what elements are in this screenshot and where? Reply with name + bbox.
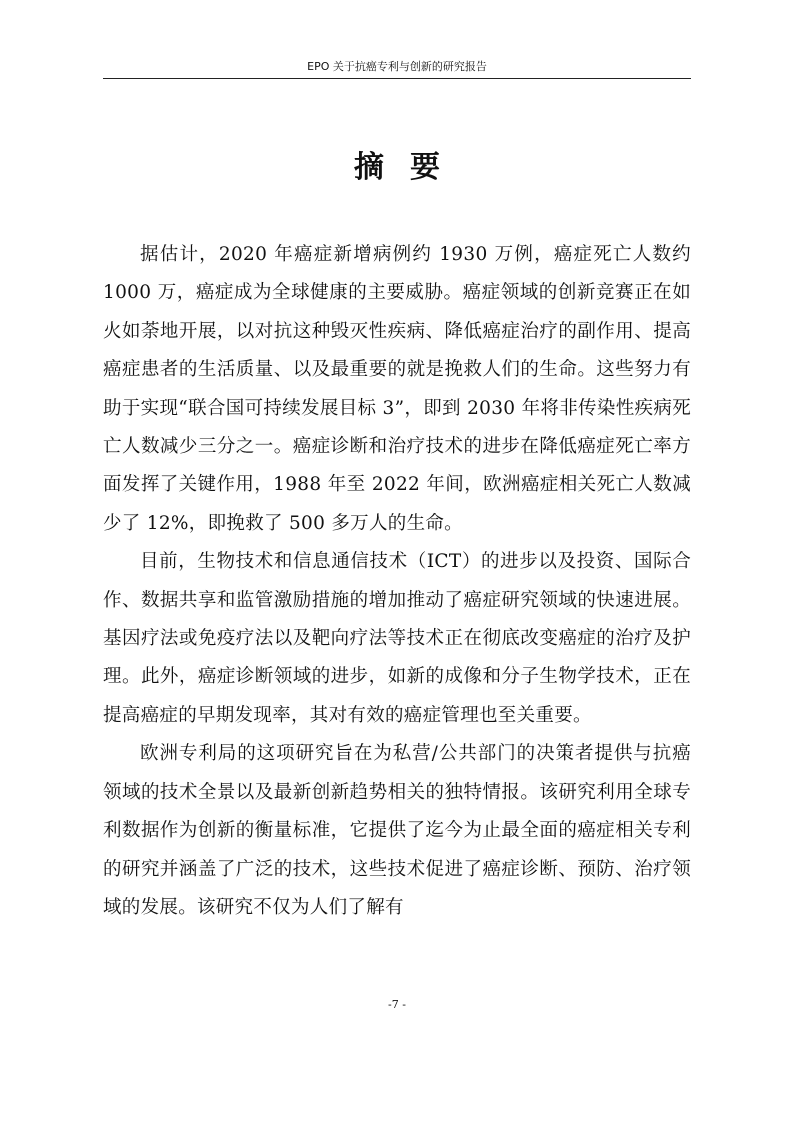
running-header: EPO 关于抗癌专利与创新的研究报告	[307, 60, 487, 73]
page-title: 摘要	[354, 150, 466, 185]
paragraph-2: 目前，生物技术和信息通信技术（ICT）的进步以及投资、国际合作、数据共享和监管激励措施的增加推动了癌症研究领域的快速进展。基因疗法或免疫疗法以及靶向疗法等技术正在彻底改变癌症的治疗及护理。此外，癌症诊断领域的进步，如新的成像和分子生物学技术，正在提高癌症的早期发现率，其对有效的癌症管理也至关重要。	[103, 551, 691, 726]
page-number: -7 -	[388, 998, 406, 1011]
paragraph-3: 欧洲专利局的这项研究旨在为私营/公共部门的决策者提供与抗癌领域的技术全景以及最新创新趋势相关的独特情报。该研究利用全球专利数据作为创新的衡量标准，它提供了迄今为止最全面的癌症相关专利的研究并涵盖了广泛的技术，这些技术促进了癌症诊断、预防、治疗领域的发展。该研究不仅为人们了解有	[103, 743, 691, 918]
paragraph-1: 据估计，2020 年癌症新增病例约 1930 万例，癌症死亡人数约 1000 万，癌症成为全球健康的主要威胁。癌症领域的创新竞赛正在如火如荼地开展，以对抗这种毁灭性疾病、降低癌症治疗的副作用、提高癌症患者的生活质量、以及最重要的就是挽救人们的生命。这些努力有助于实现“联合国可持续发展目标 3”，即到 2030 年将非传染性疾病死亡人数减少三分之一。癌症诊断和治疗技术的进步在降低癌症死亡率方面发挥了关键作用，1988 年至 2022 年间，欧洲癌症相关死亡人数减少了 12%，即挽救了 500 多万人的生命。	[103, 244, 691, 534]
abstract-body	[103, 236, 691, 927]
header-divider	[103, 78, 691, 79]
